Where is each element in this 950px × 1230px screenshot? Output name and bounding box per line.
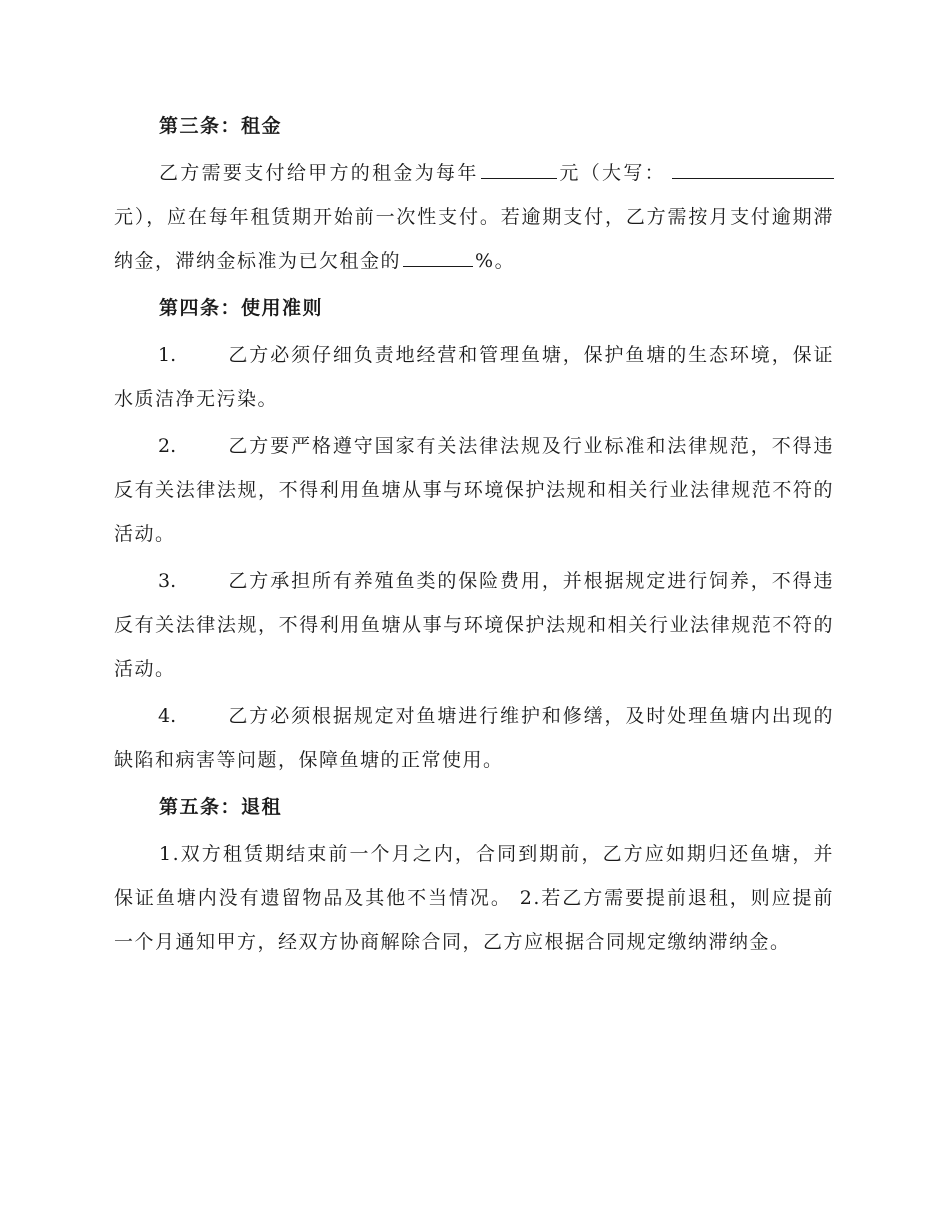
item-text: 乙方承担所有养殖鱼类的保险费用，并根据规定进行饲养，不得违反有关法律法规，不得利用鱼塘从事与环境保护法规和相关行业法律规范不符的活动。	[114, 570, 834, 680]
article-5-heading: 第五条：退租	[159, 796, 283, 818]
document-page	[114, 104, 834, 964]
late-fee-percent-blank	[403, 246, 473, 267]
article-4-item	[114, 694, 834, 782]
annual-rent-blank	[481, 158, 557, 179]
rent-in-words-blank	[672, 158, 834, 179]
article-4-item	[114, 333, 834, 421]
rent-text-a: 乙方需要支付给甲方的租金为每年	[159, 162, 479, 184]
article-3-rent-paragraph	[114, 151, 834, 283]
item-text: 乙方必须仔细负责地经营和管理鱼塘，保护鱼塘的生态环境，保证水质洁净无污染。	[114, 344, 834, 410]
article-5-termination-paragraph: 1.双方租赁期结束前一个月之内，合同到期前，乙方应如期归还鱼塘，并保证鱼塘内没有遗留物品及其他不当情况。 2.若乙方需要提前退租，则应提前一个月通知甲方，经双方协商解除合同，乙方应根据合同规定缴纳滞纳金。	[114, 843, 834, 953]
item-number: 2.	[158, 435, 177, 457]
item-number: 1.	[158, 344, 177, 366]
item-number: 4.	[158, 705, 177, 727]
rent-text-c: 元），应在每年租赁期开始前一次性支付。若逾期支付，乙方需按月支付逾期滞纳金，滞纳金标准为已欠租金的	[114, 206, 834, 272]
rent-text-d: %。	[475, 250, 516, 272]
article-4-heading: 第四条：使用准则	[159, 297, 324, 319]
item-text: 乙方必须根据规定对鱼塘进行维护和修缮，及时处理鱼塘内出现的缺陷和病害等问题，保障鱼塘的正常使用。	[114, 705, 834, 771]
item-number: 3.	[158, 570, 177, 592]
article-3-heading: 第三条：租金	[159, 115, 283, 137]
rent-text-b: 元（大写：	[558, 162, 666, 184]
article-4-item	[114, 559, 834, 691]
item-text: 乙方要严格遵守国家有关法律法规及行业标准和法律规范，不得违反有关法律法规，不得利用鱼塘从事与环境保护法规和相关行业法律规范不符的活动。	[114, 435, 834, 545]
article-4-item	[114, 424, 834, 556]
